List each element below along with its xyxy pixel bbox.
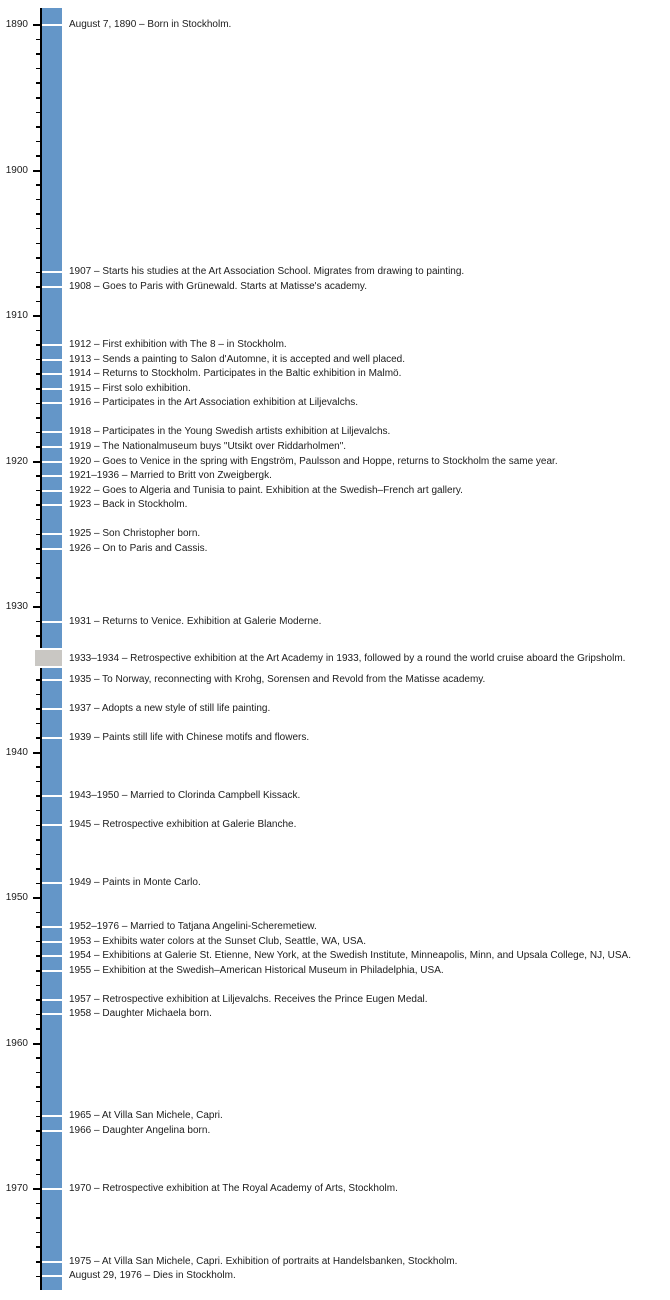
decade-tick (33, 897, 41, 899)
decade-label: 1950 (5, 892, 28, 903)
year-tick (36, 970, 41, 972)
event-marker-line (42, 882, 62, 884)
year-tick (36, 286, 41, 288)
decade-label: 1900 (5, 164, 28, 176)
year-tick (36, 199, 41, 201)
year-tick (36, 272, 41, 274)
year-tick (36, 955, 41, 957)
year-tick (36, 985, 41, 987)
year-tick (36, 766, 41, 768)
decade-tick (33, 315, 41, 317)
year-tick (36, 1101, 41, 1103)
event-marker-line (42, 1261, 62, 1263)
event-label: 1921–1936 – Married to Britt von Zweigbergk. (69, 470, 272, 482)
year-tick (36, 708, 41, 710)
event-marker-line (42, 286, 62, 288)
event-marker-line (42, 737, 62, 739)
event-label: 1953 – Exhibits water colors at the Sunset Club, Seattle, WA, USA. (69, 935, 366, 947)
event-label: 1952–1976 – Married to Tatjana Angelini-Scheremetiew. (69, 921, 317, 933)
event-label: 1925 – Son Christopher born. (69, 528, 201, 540)
decade-tick (33, 752, 41, 754)
year-tick (36, 301, 41, 303)
decade-tick (33, 461, 41, 463)
event-label: 1958 – Daughter Michaela born. (69, 1008, 212, 1020)
year-tick (36, 839, 41, 841)
year-tick (36, 504, 41, 506)
event-label: 1923 – Back in Stockholm. (69, 499, 188, 511)
year-tick (36, 534, 41, 536)
event-label: 1914 – Returns to Stockholm. Participates in the Baltic exhibition in Malmö. (69, 368, 402, 380)
year-tick (36, 344, 41, 346)
decade-label: 1890 (5, 19, 28, 30)
event-label: 1912 – First exhibition with The 8 – in Stockholm. (69, 339, 287, 351)
year-tick (36, 446, 41, 448)
event-marker-line (42, 824, 62, 826)
event-label: 1908 – Goes to Paris with Grünewald. Starts at Matisse's academy. (69, 280, 367, 292)
event-marker-line (42, 402, 62, 404)
event-label: 1916 – Participates in the Art Association exhibition at Liljevalchs. (69, 397, 359, 409)
event-marker-line (42, 1275, 62, 1277)
event-marker-line (42, 461, 62, 463)
year-tick (36, 621, 41, 623)
year-tick (36, 635, 41, 637)
event-marker-line (42, 970, 62, 972)
decade-tick (33, 1188, 41, 1190)
year-tick (36, 1116, 41, 1118)
year-tick (36, 243, 41, 245)
event-marker-line (42, 533, 62, 535)
event-marker-line (42, 475, 62, 477)
event-marker-line (42, 1188, 62, 1190)
year-tick (36, 519, 41, 521)
year-tick (36, 126, 41, 128)
event-marker-line (42, 941, 62, 943)
year-tick (36, 417, 41, 419)
year-tick (36, 359, 41, 361)
year-tick (36, 854, 41, 856)
event-marker-line (42, 373, 62, 375)
year-tick (36, 694, 41, 696)
event-marker-line (42, 431, 62, 433)
year-tick (36, 68, 41, 70)
event-marker-line (42, 1115, 62, 1117)
event-marker-line (42, 621, 62, 623)
event-marker-line (42, 504, 62, 506)
event-label: 1945 – Retrospective exhibition at Galerie Blanche. (69, 819, 297, 831)
event-label: 1954 – Exhibitions at Galerie St. Etienne, New York, at the Swedish Institute, Minneapolis, Minn, and Upsala College, NJ, USA. (69, 950, 631, 962)
event-label: 1949 – Paints in Monte Carlo. (69, 877, 201, 889)
year-tick (36, 1276, 41, 1278)
year-tick (36, 1174, 41, 1176)
year-tick (36, 1232, 41, 1234)
event-label: 1907 – Starts his studies at the Art Association School. Migrates from drawing to painting. (69, 266, 465, 278)
year-tick (36, 155, 41, 157)
event-label: 1957 – Retrospective exhibition at Liljevalchs. Receives the Prince Eugen Medal. (69, 993, 428, 1005)
year-tick (36, 941, 41, 943)
event-marker-line (42, 490, 62, 492)
event-label: 1975 – At Villa San Michele, Capri. Exhibition of portraits at Handelsbanken, Stockholm. (69, 1255, 458, 1267)
event-marker-line (42, 795, 62, 797)
event-label: 1922 – Goes to Algeria and Tunisia to paint. Exhibition at the Swedish–French art gallery. (69, 484, 463, 496)
event-marker-line (42, 679, 62, 681)
decade-tick (33, 1043, 41, 1045)
event-marker-line (42, 926, 62, 928)
year-tick (36, 257, 41, 259)
year-tick (36, 577, 41, 579)
year-tick (36, 53, 41, 55)
year-tick (36, 825, 41, 827)
decade-label: 1960 (5, 1037, 28, 1049)
event-range-box (35, 648, 62, 668)
event-marker-line (42, 344, 62, 346)
year-tick (36, 912, 41, 914)
year-tick (36, 548, 41, 550)
event-marker-line (42, 388, 62, 390)
year-tick (36, 112, 41, 114)
year-tick (36, 592, 41, 594)
year-tick (36, 781, 41, 783)
year-tick (36, 1057, 41, 1059)
year-tick (36, 213, 41, 215)
year-tick (36, 141, 41, 143)
event-label: 1943–1950 – Married to Clorinda Campbell Kissack. (69, 790, 301, 802)
year-tick (36, 1014, 41, 1016)
year-tick (36, 184, 41, 186)
year-tick (36, 999, 41, 1001)
event-label: August 7, 1890 – Born in Stockholm. (69, 19, 232, 30)
event-marker-line (42, 1130, 62, 1132)
event-label: 1920 – Goes to Venice in the spring with Engström, Paulsson and Hoppe, returns to Stockholm the same year. (69, 455, 558, 467)
year-tick (36, 810, 41, 812)
year-tick (36, 82, 41, 84)
decade-tick (33, 606, 41, 608)
year-tick (36, 723, 41, 725)
year-tick (36, 1086, 41, 1088)
year-tick (36, 1159, 41, 1161)
event-label: 1965 – At Villa San Michele, Capri. (69, 1110, 223, 1122)
year-tick (36, 388, 41, 390)
decade-label: 1940 (5, 746, 28, 758)
event-marker-line (42, 24, 62, 26)
year-tick (36, 868, 41, 870)
year-tick (36, 679, 41, 681)
year-tick (36, 432, 41, 434)
year-tick (36, 1246, 41, 1248)
event-label: 1926 – On to Paris and Cassis. (69, 542, 208, 554)
year-tick (36, 883, 41, 885)
event-label: 1935 – To Norway, reconnecting with Krohg, Sorensen and Revold from the Matisse academy. (69, 673, 486, 685)
year-tick (36, 403, 41, 405)
year-tick (36, 1145, 41, 1147)
event-marker-line (42, 359, 62, 361)
year-tick (36, 475, 41, 477)
year-tick (36, 1072, 41, 1074)
event-label: 1955 – Exhibition at the Swedish–American Historical Museum in Philadelphia, USA. (69, 964, 444, 976)
year-tick (36, 563, 41, 565)
event-marker-line (42, 446, 62, 448)
event-marker-line (42, 1013, 62, 1015)
event-label: 1931 – Returns to Venice. Exhibition at Galerie Moderne. (69, 615, 322, 627)
event-label: 1970 – Retrospective exhibition at The Royal Academy of Arts, Stockholm. (69, 1183, 398, 1194)
year-tick (36, 737, 41, 739)
event-marker-line (42, 271, 62, 273)
event-marker-line (42, 708, 62, 710)
event-label: 1913 – Sends a painting to Salon d'Automne, it is accepted and well placed. (69, 353, 406, 365)
event-label: 1933–1934 – Retrospective exhibition at the Art Academy in 1933, followed by a round the world cruise aboard the Gripsholm. (69, 652, 626, 664)
decade-tick (33, 170, 41, 172)
event-label: 1937 – Adopts a new style of still life painting. (69, 702, 271, 714)
year-tick (36, 926, 41, 928)
decade-label: 1970 (5, 1183, 28, 1194)
event-label: 1939 – Paints still life with Chinese motifs and flowers. (69, 731, 310, 743)
year-tick (36, 1261, 41, 1263)
year-tick (36, 490, 41, 492)
event-label: 1915 – First solo exhibition. (69, 382, 191, 394)
event-label: 1919 – The Nationalmuseum buys "Utsikt over Riddarholmen". (69, 440, 347, 452)
decade-label: 1920 (5, 455, 28, 467)
event-label: 1966 – Daughter Angelina born. (69, 1124, 211, 1136)
event-label: August 29, 1976 – Dies in Stockholm. (69, 1270, 236, 1282)
year-tick (36, 97, 41, 99)
event-marker-line (42, 999, 62, 1001)
year-tick (36, 330, 41, 332)
year-tick (36, 373, 41, 375)
decade-label: 1930 (5, 601, 28, 612)
year-tick (36, 228, 41, 230)
year-tick (36, 1217, 41, 1219)
event-marker-line (42, 955, 62, 957)
decade-label: 1910 (5, 310, 28, 321)
event-label: 1918 – Participates in the Young Swedish artists exhibition at Liljevalchs. (69, 426, 391, 438)
year-tick (36, 39, 41, 41)
year-tick (36, 1130, 41, 1132)
year-tick (36, 1028, 41, 1030)
event-marker-line (42, 548, 62, 550)
decade-tick (33, 24, 41, 26)
year-tick (36, 795, 41, 797)
year-tick (36, 1203, 41, 1205)
